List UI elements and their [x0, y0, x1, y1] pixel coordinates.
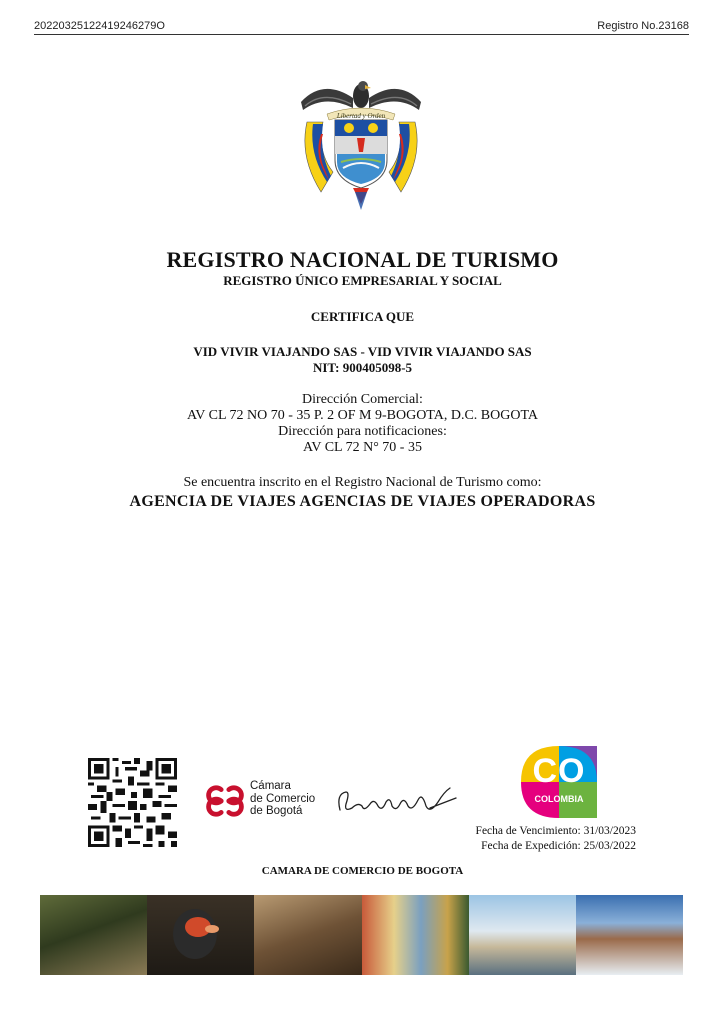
- inscription-statement: Se encuentra inscrito en el Registro Nacional de Turismo como:: [183, 475, 542, 490]
- registro-number: Registro No.23168: [597, 20, 689, 32]
- dates-block: [476, 824, 636, 854]
- page-subtitle: REGISTRO ÚNICO EMPRESARIAL Y SOCIAL: [223, 273, 502, 288]
- coat-of-arms-icon: [293, 72, 429, 217]
- qr-code-icon: [88, 758, 177, 847]
- photo-strip: [40, 895, 683, 975]
- ccb-line-2: de Comercio: [250, 792, 316, 805]
- expiration-date: Fecha de Vencimiento: 31/03/2023: [475, 825, 636, 837]
- photo-forest: [40, 895, 147, 975]
- colombia-brand-logo: [521, 746, 597, 818]
- photo-church: [469, 895, 576, 975]
- photo-musicians: [254, 895, 361, 975]
- ccb-logo-icon: [202, 782, 248, 820]
- colombia-text: COLOMBIA: [534, 794, 584, 804]
- registration-category: AGENCIA DE VIAJES AGENCIAS DE VIAJES OPERADORAS: [129, 493, 596, 510]
- notification-label: Dirección para notificaciones:: [278, 424, 447, 439]
- ccb-line-3: de Bogotá: [250, 805, 303, 817]
- ccb-line-1: Cámara: [250, 780, 291, 792]
- issue-date: Fecha de Expedición: 25/03/2022: [481, 840, 636, 852]
- company-nit: NIT: 900405098-5: [312, 360, 413, 375]
- ccb-logo-text: [250, 780, 315, 818]
- address-label: Dirección Comercial:: [302, 392, 423, 407]
- notification-value: AV CL 72 N° 70 - 35: [303, 440, 422, 455]
- document-code: 20220325122419246279O: [34, 20, 165, 32]
- issuer-name: CAMARA DE COMERCIO DE BOGOTA: [261, 865, 464, 877]
- page-title: REGISTRO NACIONAL DE TURISMO: [166, 247, 559, 272]
- photo-colonial-street: [362, 895, 469, 975]
- header-bar: [34, 20, 689, 35]
- signature-icon: [334, 784, 459, 818]
- crest-motto: Libertad y Orden: [336, 112, 386, 120]
- co-text: CO: [532, 752, 586, 790]
- photo-condor: [147, 895, 254, 975]
- address-value: AV CL 72 NO 70 - 35 P. 2 OF M 9-BOGOTA, D.C. BOGOTA: [186, 408, 539, 423]
- company-name: VID VIVIR VIAJANDO SAS - VID VIVIR VIAJANDO SAS: [193, 344, 532, 359]
- photo-rock-formation: [576, 895, 683, 975]
- certifica-heading: CERTIFICA QUE: [310, 309, 415, 324]
